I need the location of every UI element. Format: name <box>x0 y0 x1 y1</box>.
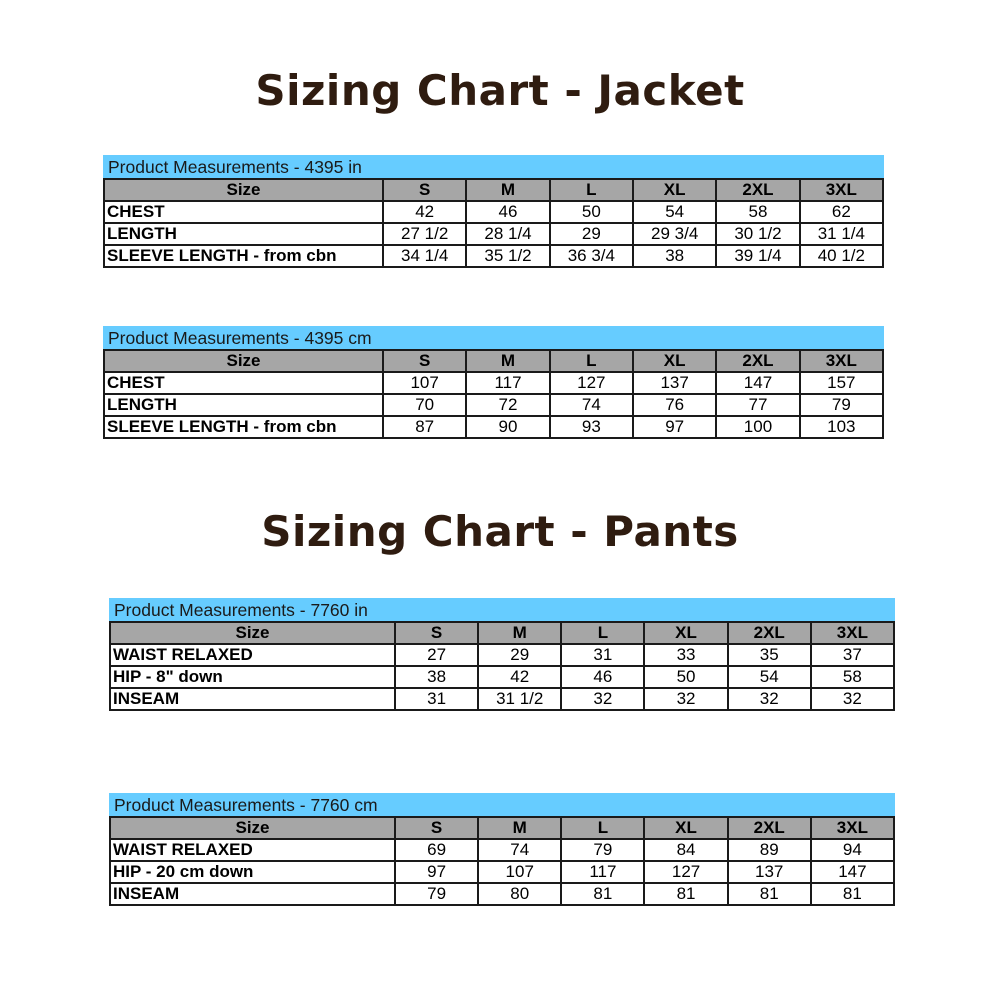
header-2xl: 2XL <box>728 622 811 644</box>
cell: 90 <box>466 416 549 438</box>
header-3xl: 3XL <box>811 817 894 839</box>
pants-cm-table <box>109 793 895 906</box>
header-s: S <box>395 622 478 644</box>
cell: 58 <box>811 666 894 688</box>
cell: 46 <box>466 201 549 223</box>
cell: 147 <box>716 372 799 394</box>
cell: 93 <box>550 416 633 438</box>
table-caption: Product Measurements - 4395 cm <box>103 326 884 349</box>
cell: 58 <box>716 201 799 223</box>
header-l: L <box>550 350 633 372</box>
cell: 27 1/2 <box>383 223 466 245</box>
cell: 70 <box>383 394 466 416</box>
cell: 28 1/4 <box>466 223 549 245</box>
cell: 137 <box>633 372 716 394</box>
table-caption: Product Measurements - 7760 in <box>109 598 895 621</box>
cell: 62 <box>800 201 883 223</box>
table-row <box>104 394 883 416</box>
header-m: M <box>478 817 561 839</box>
cell: 117 <box>466 372 549 394</box>
cell: 50 <box>550 201 633 223</box>
header-size: Size <box>110 622 395 644</box>
cell: 94 <box>811 839 894 861</box>
header-2xl: 2XL <box>728 817 811 839</box>
row-label: WAIST RELAXED <box>110 644 395 666</box>
cell: 40 1/2 <box>800 245 883 267</box>
cell: 35 1/2 <box>466 245 549 267</box>
table-row <box>104 416 883 438</box>
cell: 79 <box>395 883 478 905</box>
header-xl: XL <box>644 622 727 644</box>
cell: 100 <box>716 416 799 438</box>
cell: 54 <box>728 666 811 688</box>
row-label: LENGTH <box>104 223 383 245</box>
cell: 107 <box>383 372 466 394</box>
header-xl: XL <box>633 350 716 372</box>
header-l: L <box>561 817 644 839</box>
cell: 147 <box>811 861 894 883</box>
header-l: L <box>550 179 633 201</box>
row-label: INSEAM <box>110 688 395 710</box>
cell: 80 <box>478 883 561 905</box>
table-row <box>110 666 894 688</box>
row-label: LENGTH <box>104 394 383 416</box>
row-label: SLEEVE LENGTH - from cbn <box>104 245 383 267</box>
cell: 38 <box>633 245 716 267</box>
row-label: CHEST <box>104 372 383 394</box>
cell: 87 <box>383 416 466 438</box>
cell: 117 <box>561 861 644 883</box>
cell: 37 <box>811 644 894 666</box>
row-label: CHEST <box>104 201 383 223</box>
table-row <box>104 372 883 394</box>
header-m: M <box>478 622 561 644</box>
cell: 33 <box>644 644 727 666</box>
cell: 54 <box>633 201 716 223</box>
cell: 97 <box>395 861 478 883</box>
header-l: L <box>561 622 644 644</box>
cell: 107 <box>478 861 561 883</box>
header-row <box>104 179 883 201</box>
cell: 69 <box>395 839 478 861</box>
cell: 42 <box>478 666 561 688</box>
cell: 32 <box>644 688 727 710</box>
cell: 39 1/4 <box>716 245 799 267</box>
header-3xl: 3XL <box>800 179 883 201</box>
header-row <box>110 817 894 839</box>
table-row <box>110 861 894 883</box>
header-2xl: 2XL <box>716 179 799 201</box>
cell: 74 <box>550 394 633 416</box>
header-size: Size <box>104 350 383 372</box>
cell: 74 <box>478 839 561 861</box>
cell: 127 <box>644 861 727 883</box>
row-label: WAIST RELAXED <box>110 839 395 861</box>
cell: 27 <box>395 644 478 666</box>
pants-inch-table <box>109 598 895 711</box>
table-row <box>110 883 894 905</box>
cell: 84 <box>644 839 727 861</box>
cell: 35 <box>728 644 811 666</box>
table-row <box>110 688 894 710</box>
pants-title: Sizing Chart - Pants <box>261 507 739 556</box>
jacket-title: Sizing Chart - Jacket <box>255 66 745 115</box>
cell: 79 <box>561 839 644 861</box>
cell: 50 <box>644 666 727 688</box>
table-caption: Product Measurements - 7760 cm <box>109 793 895 816</box>
header-3xl: 3XL <box>811 622 894 644</box>
header-xl: XL <box>633 179 716 201</box>
cell: 32 <box>728 688 811 710</box>
header-xl: XL <box>644 817 727 839</box>
table-row <box>110 644 894 666</box>
cell: 31 <box>395 688 478 710</box>
cell: 76 <box>633 394 716 416</box>
table-caption: Product Measurements - 4395 in <box>103 155 884 178</box>
row-label: HIP - 8" down <box>110 666 395 688</box>
cell: 42 <box>383 201 466 223</box>
cell: 127 <box>550 372 633 394</box>
table-row <box>104 223 883 245</box>
header-row <box>110 622 894 644</box>
cell: 81 <box>561 883 644 905</box>
cell: 30 1/2 <box>716 223 799 245</box>
table-row <box>104 245 883 267</box>
table-row <box>110 839 894 861</box>
cell: 137 <box>728 861 811 883</box>
cell: 81 <box>644 883 727 905</box>
cell: 34 1/4 <box>383 245 466 267</box>
cell: 77 <box>716 394 799 416</box>
cell: 29 3/4 <box>633 223 716 245</box>
row-label: SLEEVE LENGTH - from cbn <box>104 416 383 438</box>
cell: 32 <box>561 688 644 710</box>
cell: 32 <box>811 688 894 710</box>
cell: 29 <box>478 644 561 666</box>
cell: 81 <box>811 883 894 905</box>
jacket-cm-table <box>103 326 884 439</box>
cell: 72 <box>466 394 549 416</box>
header-size: Size <box>104 179 383 201</box>
cell: 157 <box>800 372 883 394</box>
header-m: M <box>466 350 549 372</box>
cell: 31 <box>561 644 644 666</box>
cell: 79 <box>800 394 883 416</box>
jacket-inch-table <box>103 155 884 268</box>
cell: 97 <box>633 416 716 438</box>
cell: 46 <box>561 666 644 688</box>
cell: 81 <box>728 883 811 905</box>
header-m: M <box>466 179 549 201</box>
cell: 29 <box>550 223 633 245</box>
table-row <box>104 201 883 223</box>
header-size: Size <box>110 817 395 839</box>
header-3xl: 3XL <box>800 350 883 372</box>
header-row <box>104 350 883 372</box>
cell: 31 1/4 <box>800 223 883 245</box>
cell: 89 <box>728 839 811 861</box>
cell: 103 <box>800 416 883 438</box>
cell: 36 3/4 <box>550 245 633 267</box>
row-label: INSEAM <box>110 883 395 905</box>
row-label: HIP - 20 cm down <box>110 861 395 883</box>
header-2xl: 2XL <box>716 350 799 372</box>
header-s: S <box>383 179 466 201</box>
cell: 31 1/2 <box>478 688 561 710</box>
header-s: S <box>395 817 478 839</box>
header-s: S <box>383 350 466 372</box>
cell: 38 <box>395 666 478 688</box>
